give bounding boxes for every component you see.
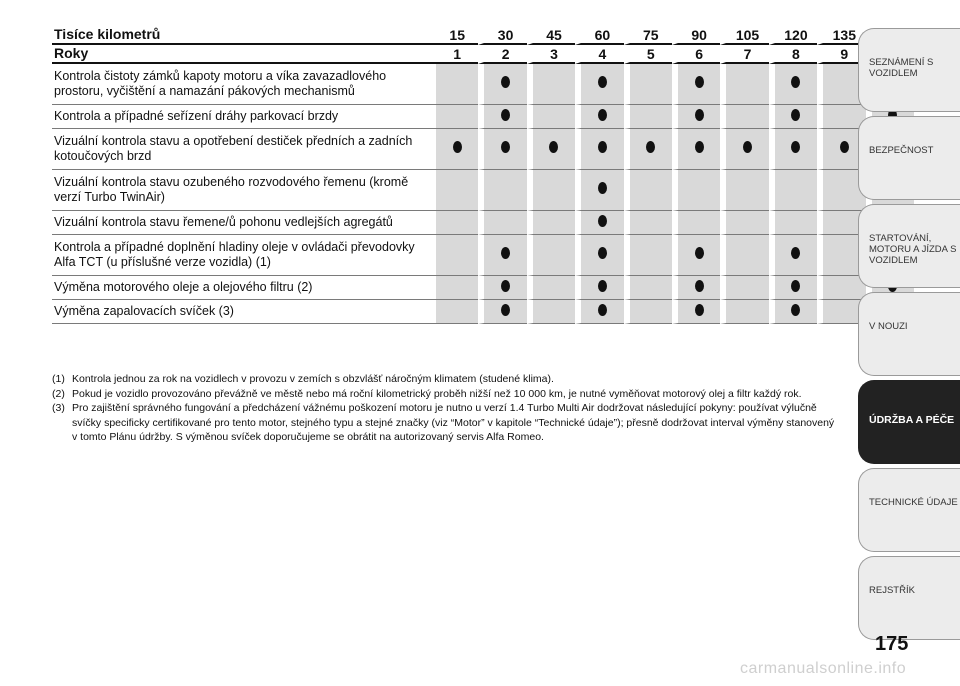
check-dot-icon [840, 141, 849, 153]
schedule-cell [769, 276, 817, 300]
check-dot-icon [549, 141, 558, 153]
schedule-cell [720, 211, 768, 235]
check-dot-icon [695, 109, 704, 121]
check-dot-icon [501, 247, 510, 259]
check-dot-icon [598, 304, 607, 316]
schedule-cell [672, 211, 720, 235]
schedule-cell [527, 64, 575, 105]
schedule-cell [478, 105, 526, 129]
check-dot-icon [501, 304, 510, 316]
header-cell: 9 [817, 45, 865, 64]
schedule-cell [527, 235, 575, 276]
schedule-cell [575, 235, 623, 276]
schedule-cell [436, 300, 478, 324]
schedule-cell [769, 300, 817, 324]
schedule-cell [436, 170, 478, 211]
schedule-cell [624, 235, 672, 276]
chapter-tab[interactable] [858, 204, 960, 288]
schedule-row [52, 235, 914, 276]
schedule-cell [720, 129, 768, 170]
schedule-cell [720, 276, 768, 300]
header-cell: 3 [527, 45, 575, 64]
header-cell: 6 [672, 45, 720, 64]
schedule-row [52, 64, 914, 105]
schedule-cell [575, 129, 623, 170]
check-dot-icon [695, 247, 704, 259]
footnote-text: Kontrola jednou za rok na vozidlech v provozu v zemích s obzvlášť náročným klimatem (studené klima). [72, 373, 554, 385]
schedule-cell [624, 105, 672, 129]
schedule-cell [624, 129, 672, 170]
schedule-cell [436, 276, 478, 300]
header-cell: 5 [624, 45, 672, 64]
schedule-cell [672, 129, 720, 170]
schedule-cell [575, 170, 623, 211]
schedule-cell [436, 211, 478, 235]
check-dot-icon [695, 280, 704, 292]
header-cell: 30 [478, 26, 526, 45]
schedule-cell [672, 300, 720, 324]
schedule-cell [436, 64, 478, 105]
check-dot-icon [501, 141, 510, 153]
schedule-cell [478, 300, 526, 324]
check-dot-icon [501, 280, 510, 292]
schedule-cell [672, 235, 720, 276]
schedule-cell [436, 235, 478, 276]
chapter-tab-label: REJSTŘÍK [869, 585, 915, 596]
check-dot-icon [598, 215, 607, 227]
header-cell: 8 [769, 45, 817, 64]
chapter-tab[interactable] [858, 556, 960, 640]
row-label: Vizuální kontrola stavu řemene/ů pohonu vedlejších agregátů [52, 211, 436, 235]
schedule-row [52, 129, 914, 170]
check-dot-icon [646, 141, 655, 153]
row-label: Vizuální kontrola stavu a opotřebení destiček předních a zadních kotoučových brzd [52, 129, 436, 170]
chapter-tab-label: TECHNICKÉ ÚDAJE [869, 497, 958, 508]
schedule-cell [478, 276, 526, 300]
header-cell: 15 [436, 26, 478, 45]
check-dot-icon [598, 109, 607, 121]
footnote-number: (3) [52, 402, 65, 414]
header-cell: 1 [436, 45, 478, 64]
chapter-tab-label: V NOUZI [869, 321, 908, 332]
chapter-tab-label: BEZPEČNOST [869, 145, 934, 156]
schedule-cell [624, 300, 672, 324]
header-cell: 2 [478, 45, 526, 64]
schedule-cell [575, 105, 623, 129]
schedule-row [52, 170, 914, 211]
check-dot-icon [791, 141, 800, 153]
row-label: Výměna zapalovacích svíček (3) [52, 300, 436, 324]
row-label: Vizuální kontrola stavu ozubeného rozvodového řemenu (kromě verzí Turbo TwinAir) [52, 170, 436, 211]
check-dot-icon [695, 76, 704, 88]
schedule-cell [720, 170, 768, 211]
row-label: Kontrola a případné seřízení dráhy parkovací brzdy [52, 105, 436, 129]
header-cell: 90 [672, 26, 720, 45]
schedule-cell [720, 64, 768, 105]
schedule-cell [769, 64, 817, 105]
schedule-cell [769, 129, 817, 170]
schedule-cell [527, 105, 575, 129]
check-dot-icon [598, 76, 607, 88]
check-dot-icon [791, 76, 800, 88]
check-dot-icon [598, 247, 607, 259]
schedule-cell [672, 105, 720, 129]
schedule-cell [769, 105, 817, 129]
schedule-cell [478, 211, 526, 235]
schedule-cell [624, 211, 672, 235]
schedule-cell [527, 211, 575, 235]
schedule-cell [720, 105, 768, 129]
schedule-cell [672, 276, 720, 300]
row-label: Kontrola čistoty zámků kapoty motoru a víka zavazadlového prostoru, vyčištění a namazání pákových mechanismů [52, 64, 436, 105]
footnote [52, 387, 842, 402]
schedule-cell [769, 211, 817, 235]
chapter-tab[interactable] [858, 28, 960, 112]
chapter-tab[interactable] [858, 116, 960, 200]
schedule-row [52, 300, 914, 324]
header-cell: 105 [720, 26, 768, 45]
km-header-row [52, 26, 914, 45]
check-dot-icon [598, 182, 607, 194]
check-dot-icon [791, 247, 800, 259]
check-dot-icon [501, 109, 510, 121]
header-cell: 75 [624, 26, 672, 45]
schedule-cell [527, 129, 575, 170]
schedule-cell [624, 64, 672, 105]
chapter-tab-label: SEZNÁMENÍ S VOZIDLEM [869, 57, 934, 79]
schedule-cell [527, 170, 575, 211]
schedule-cell [769, 235, 817, 276]
schedule-cell [527, 300, 575, 324]
footnotes [52, 372, 842, 445]
schedule-cell [672, 64, 720, 105]
check-dot-icon [791, 109, 800, 121]
schedule-cell [478, 170, 526, 211]
check-dot-icon [453, 141, 462, 153]
schedule-row [52, 105, 914, 129]
chapter-tab[interactable] [858, 292, 960, 376]
chapter-tab[interactable] [858, 468, 960, 552]
schedule-cell [720, 300, 768, 324]
schedule-cell [478, 235, 526, 276]
footnote [52, 401, 842, 445]
schedule-cell [624, 276, 672, 300]
header-cell: 7 [720, 45, 768, 64]
row-label: Kontrola a případné doplnění hladiny oleje v ovládači převodovky Alfa TCT (u příslušné verze vozidla) (1) [52, 235, 436, 276]
watermark: carmanualsonline.info [740, 660, 907, 677]
check-dot-icon [695, 304, 704, 316]
schedule-cell [436, 105, 478, 129]
schedule-cell [720, 235, 768, 276]
schedule-cell [624, 170, 672, 211]
check-dot-icon [791, 280, 800, 292]
footnote-text: Pro zajištění správného fungování a předcházení vážnému poškození motoru je nutno u verzí 1.4 Turbo Multi Air dodržovat následující pokyny: používat výlučně svíčky specificky certifikované pro tento motor, stejného typu a stejné značky (viz “Motor” v kapitole “Technické údaje”); přesně dodržovat interval výměny stanovený v tomto Plánu údržby. S výměnou svíček doporučujeme se obrátit na autorizovaný servis Alfa Romeo. [72, 402, 835, 443]
chapter-tab-label: ÚDRŽBA A PÉČE [869, 414, 955, 426]
footnote [52, 372, 842, 387]
header-cell: 4 [575, 45, 623, 64]
header-cell: 60 [575, 26, 623, 45]
schedule-cell [672, 170, 720, 211]
page-number: 175 [875, 633, 909, 655]
schedule-cell [575, 211, 623, 235]
check-dot-icon [743, 141, 752, 153]
header-label: Tisíce kilometrů [52, 26, 436, 45]
schedule-cell [575, 276, 623, 300]
row-label: Výměna motorového oleje a olejového filtru (2) [52, 276, 436, 300]
check-dot-icon [501, 76, 510, 88]
schedule-cell [575, 300, 623, 324]
check-dot-icon [598, 141, 607, 153]
schedule-row [52, 276, 914, 300]
schedule-cell [436, 129, 478, 170]
header-label: Roky [52, 45, 436, 64]
header-cell: 120 [769, 26, 817, 45]
check-dot-icon [598, 280, 607, 292]
schedule-cell [478, 64, 526, 105]
check-dot-icon [791, 304, 800, 316]
schedule-cell [527, 276, 575, 300]
schedule-row [52, 211, 914, 235]
header-cell: 135 [817, 26, 865, 45]
check-dot-icon [695, 141, 704, 153]
schedule-cell [478, 129, 526, 170]
schedule-cell [575, 64, 623, 105]
chapter-tab-label: STARTOVÁNÍ, MOTORU A JÍZDA S VOZIDLEM [869, 233, 957, 266]
footnote-number: (1) [52, 373, 65, 385]
footnote-text: Pokud je vozidlo provozováno převážně ve městě nebo má roční kilometrický proběh nižší než 10 000 km, je nutné vyměňovat motorový olej a filtr každý rok. [72, 387, 802, 400]
header-cell: 45 [527, 26, 575, 45]
chapter-tabs [858, 28, 960, 644]
years-header-row [52, 45, 914, 64]
footnote-number: (2) [52, 387, 65, 400]
chapter-tab[interactable] [858, 380, 960, 464]
maintenance-schedule-table [52, 26, 914, 324]
schedule-cell [769, 170, 817, 211]
